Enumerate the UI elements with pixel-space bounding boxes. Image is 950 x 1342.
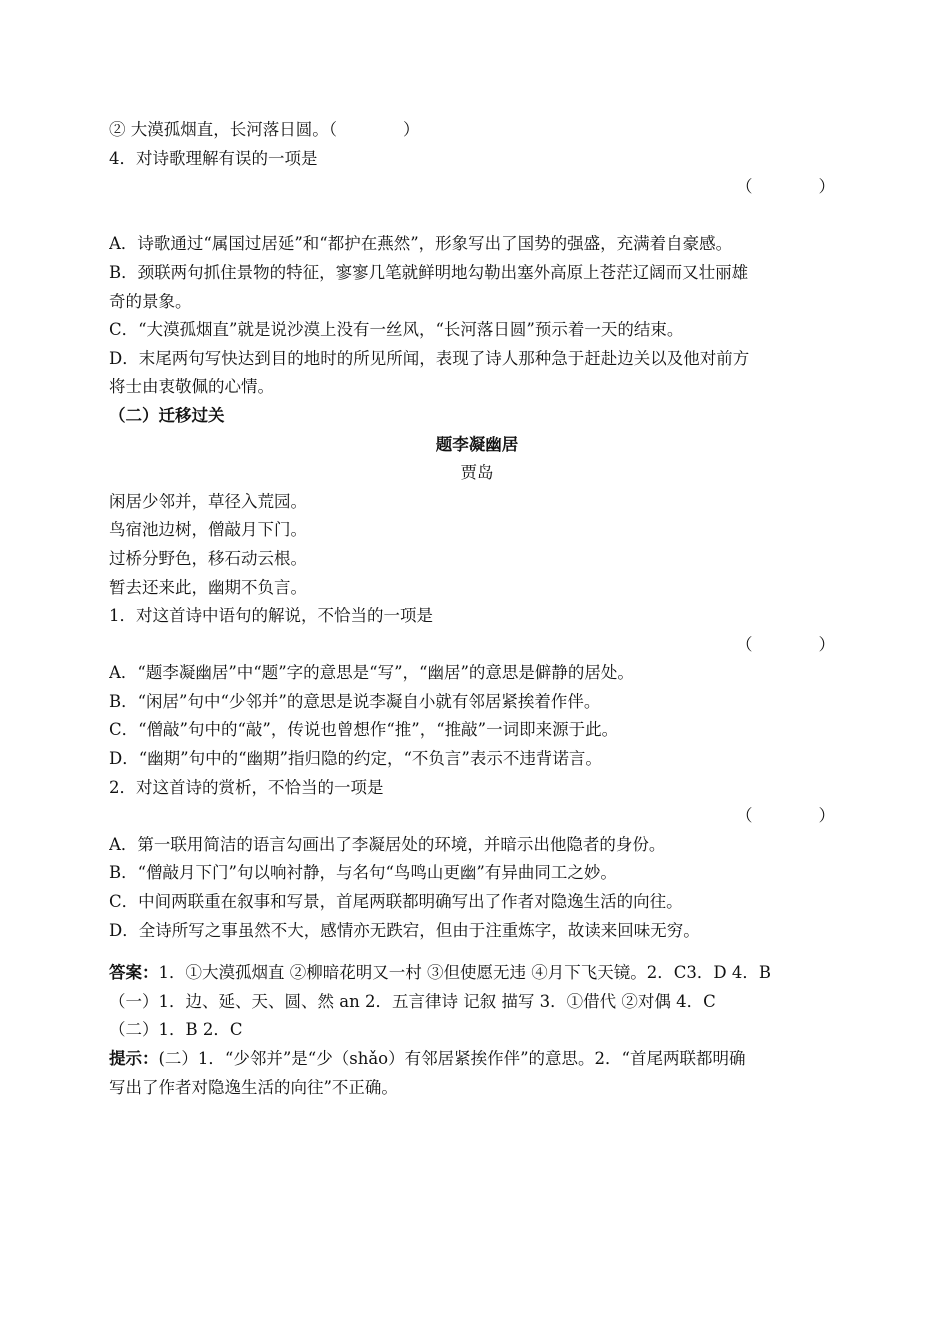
- question-2-option-b: B．“僧敲月下门”句以响衬静，与名句“鸟鸣山更幽”有异曲同工之妙。: [109, 863, 617, 883]
- hints-line-2: 写出了作者对隐逸生活的向往”不正确。: [109, 1077, 398, 1097]
- question-1-option-d: D．“幽期”句中的“幽期”指归隐的约定，“不负言”表示不违背诺言。: [109, 749, 602, 769]
- question-1-option-c: C．“僧敲”句中的“敲”，传说也曾想作“推”，“推敲”一词即来源于此。: [109, 720, 619, 740]
- hints-line-1: [109, 1045, 845, 1074]
- question-4-option-b-cont: 奇的景象。: [109, 291, 192, 311]
- answers-line-2: （一）1．边、延、天、圆、然 an 2．五言律诗 记叙 描写 3．①借代 ②对偶 4．C: [109, 991, 716, 1011]
- question-1-option-a: A．“题李凝幽居”中“题”字的意思是“写”，“幽居”的意思是僻静的居处。: [109, 663, 634, 683]
- poem-title: 题李凝幽居: [435, 434, 519, 454]
- answers-line-1: [109, 959, 845, 988]
- question-4-stem: 4．对诗歌理解有误的一项是: [109, 148, 318, 168]
- question-4-option-d-cont: 将士由衷敬佩的心情。: [109, 377, 274, 397]
- question-2-stem: 2．对这首诗的赏析，不恰当的一项是: [109, 777, 384, 797]
- question-4-answer-blank: （ ）: [736, 177, 835, 197]
- section-heading: （二）迁移过关: [109, 405, 225, 425]
- question-4-option-b: B．颈联两句抓住景物的特征，寥寥几笔就鲜明地勾勒出塞外高原上苍茫辽阔而又壮丽雄: [109, 262, 749, 282]
- question-4-option-a: A．诗歌通过“属国过居延”和“都护在燕然”，形象写出了国势的强盛，充满着自豪感。: [109, 234, 733, 254]
- document-page: [109, 116, 845, 1102]
- question-1-stem: 1．对这首诗中语句的解说，不恰当的一项是: [109, 606, 433, 626]
- poem-line: 鸟宿池边树，僧敲月下门。: [109, 520, 307, 540]
- question-4-option-c: C．“大漠孤烟直”就是说沙漠上没有一丝风，“长河落日圆”预示着一天的结束。: [109, 320, 684, 340]
- question-2-option-d: D．全诗所写之事虽然不大，感情亦无跌宕，但由于注重炼字，故读来回味无穷。: [109, 920, 700, 940]
- hints-text-1: (二）1．“少邻并”是“少（shǎo）有邻居紧挨作伴”的意思。2．“首尾两联都明确: [158, 1049, 746, 1068]
- poem-line: 过桥分野色，移石动云根。: [109, 548, 307, 568]
- answers-text-1: 1．①大漠孤烟直 ②柳暗花明又一村 ③但使愿无违 ④月下飞天镜。2．C3．D 4．B: [158, 963, 771, 983]
- hints-label: 提示：: [109, 1049, 159, 1068]
- poem-author: 贾岛: [460, 463, 494, 483]
- poem-line-q2: ② 大漠孤烟直，长河落日圆。（ ）: [109, 120, 420, 139]
- answers-label: 答案：: [109, 963, 159, 983]
- poem-line: 暂去还来此，幽期不负言。: [109, 577, 307, 597]
- question-1-answer-blank: （ ）: [736, 634, 835, 654]
- poem-line: 闲居少邻并，草径入荒园。: [109, 491, 307, 511]
- question-2-option-c: C．中间两联重在叙事和写景，首尾两联都明确写出了作者对隐逸生活的向往。: [109, 892, 683, 912]
- question-2-option-a: A．第一联用简洁的语言勾画出了李凝居处的环境，并暗示出他隐者的身份。: [109, 834, 666, 854]
- question-2-answer-blank: （ ）: [736, 806, 835, 826]
- question-1-option-b: B．“闲居”句中“少邻并”的意思是说李凝自小就有邻居紧挨着作伴。: [109, 691, 601, 711]
- answers-line-3: （二）1．B 2．C: [109, 1020, 243, 1040]
- question-4-option-d: D．末尾两句写快达到目的地时的所见所闻，表现了诗人那种急于赶赴边关以及他对前方: [109, 348, 750, 368]
